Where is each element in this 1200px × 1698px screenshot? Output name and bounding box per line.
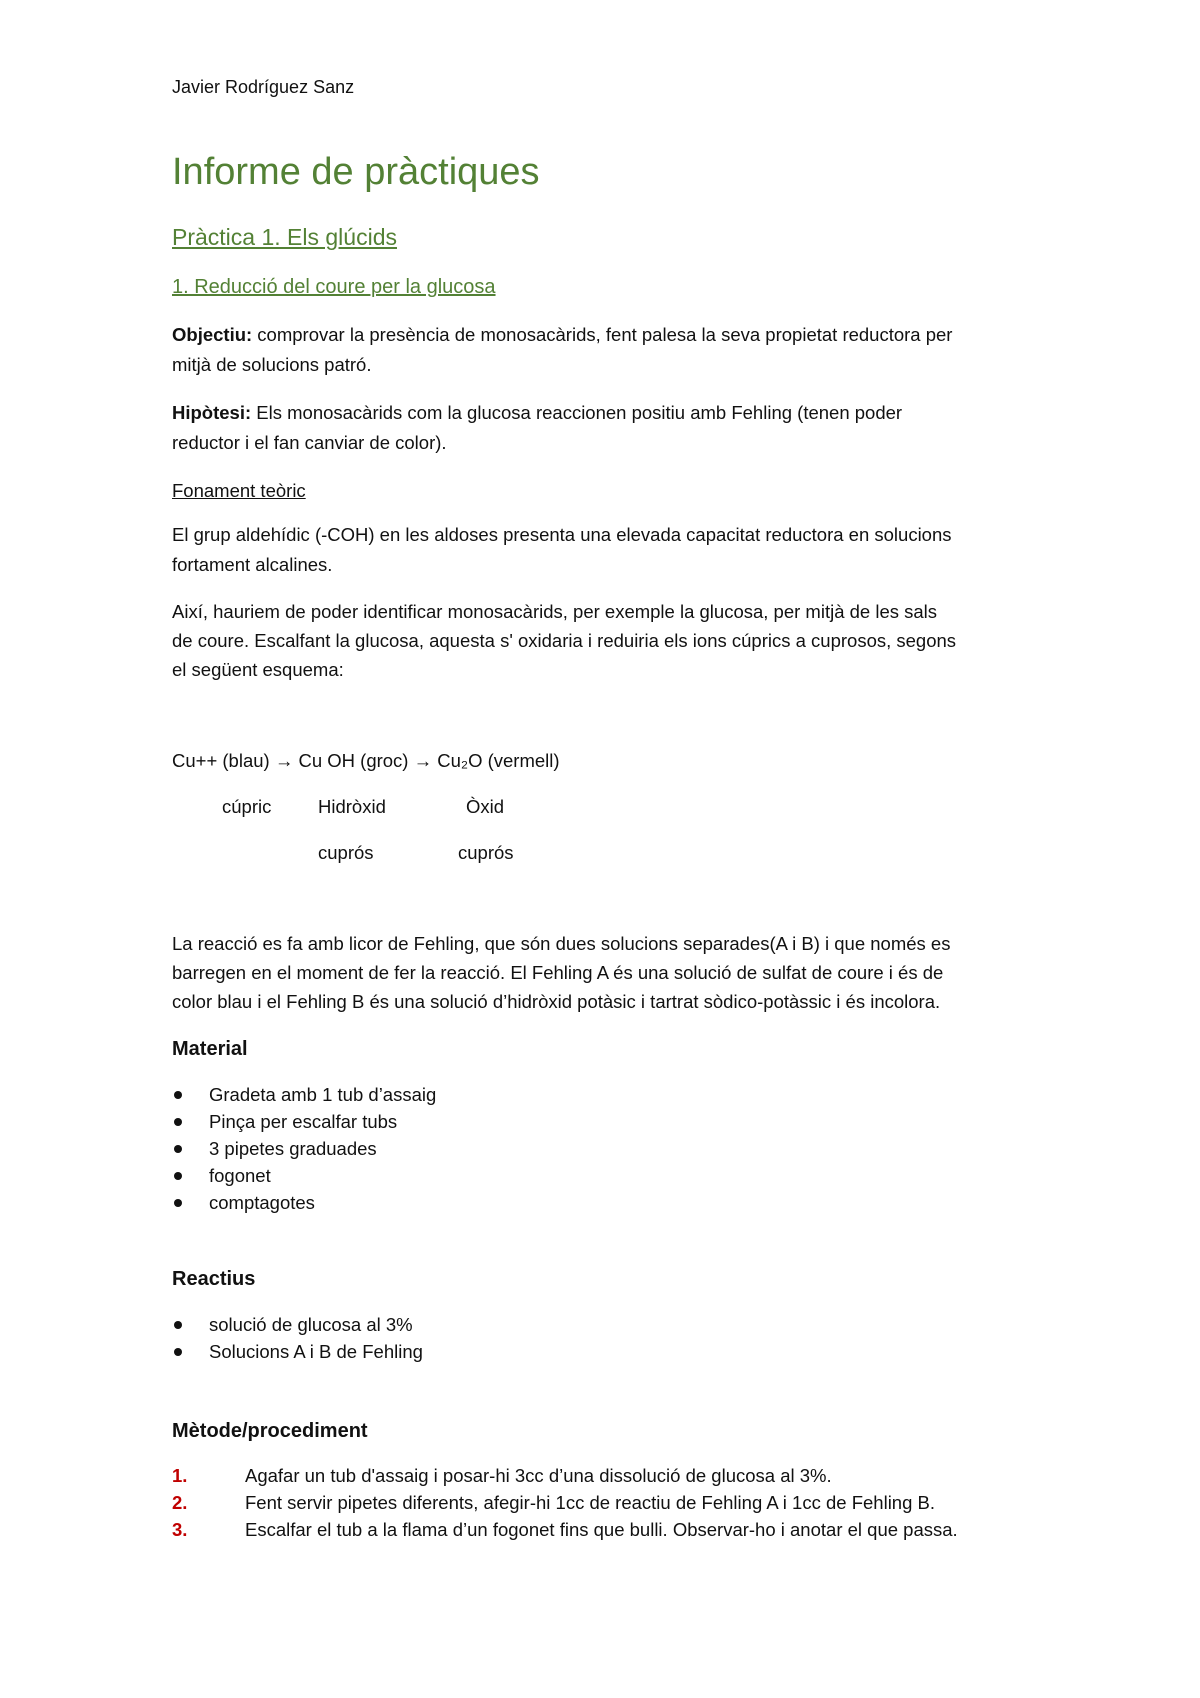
step-text: Agafar un tub d'assaig i posar-hi 3cc d’una dissolució de glucosa al 3%. xyxy=(245,1465,832,1486)
objective-label: Objectiu: xyxy=(172,324,253,345)
bullet-icon xyxy=(174,1321,182,1329)
scheme-label-cuprous-2: cuprós xyxy=(458,842,514,863)
theory-p2-line-1: Així, hauriem de poder identificar monosacàrids, per exemple la glucosa, per mitjà de les sals xyxy=(172,601,938,622)
material-item: Pinça per escalfar tubs xyxy=(209,1111,398,1132)
step-number: 3. xyxy=(172,1519,188,1540)
reaction-equation: Cu++ (blau) → Cu OH (groc) → Cu₂O (vermell) xyxy=(172,750,560,771)
author-name: Javier Rodríguez Sanz xyxy=(172,77,355,97)
bullet-icon xyxy=(174,1145,182,1153)
bullet-icon xyxy=(174,1348,182,1356)
objective-line-2: mitjà de solucions patró. xyxy=(172,354,372,375)
reagent-item: Solucions A i B de Fehling xyxy=(209,1341,423,1362)
theory-p2-line-3: el següent esquema: xyxy=(172,659,344,680)
bullet-icon xyxy=(174,1199,182,1207)
scheme-label-cupric: cúpric xyxy=(222,796,272,817)
bullet-icon xyxy=(174,1118,182,1126)
bullet-icon xyxy=(174,1091,182,1099)
scheme-label-oxide: Òxid xyxy=(466,796,505,817)
theory-p2-line-2: de coure. Escalfant la glucosa, aquesta s' oxidaria i reduiria els ions cúprics a cuprosos, segons xyxy=(172,630,957,651)
reagents-heading: Reactius xyxy=(172,1268,256,1290)
material-item: Gradeta amb 1 tub d’assaig xyxy=(209,1084,437,1105)
material-item: fogonet xyxy=(209,1165,271,1186)
section-title: 1. Reducció del coure per la glucosa xyxy=(172,276,496,298)
hypothesis-label: Hipòtesi: xyxy=(172,402,252,423)
reagent-item: solució de glucosa al 3% xyxy=(209,1314,413,1335)
hypothesis-text: Els monosacàrids com la glucosa reaccionen positiu amb Fehling (tenen poder xyxy=(251,402,903,423)
document-title: Informe de pràctiques xyxy=(172,151,540,193)
fehling-line-1: La reacció es fa amb licor de Fehling, que són dues solucions separades(A i B) i que només es xyxy=(172,933,951,954)
step-number: 1. xyxy=(172,1465,188,1486)
objective-text: comprovar la presència de monosacàrids, fent palesa la seva propietat reductora per xyxy=(252,324,953,345)
material-heading: Material xyxy=(172,1038,248,1060)
theory-heading: Fonament teòric xyxy=(172,480,306,501)
step-text: Escalfar el tub a la flama d’un fogonet fins que bulli. Observar-ho i anotar el que passa. xyxy=(245,1519,958,1540)
material-item: 3 pipetes graduades xyxy=(209,1138,377,1159)
material-item: comptagotes xyxy=(209,1192,315,1213)
fehling-line-3: color blau i el Fehling B és una solució d’hidròxid potàsic i tartrat sòdico-potàssic i és incolora. xyxy=(172,991,941,1012)
hypothesis-line-1 xyxy=(172,400,902,426)
step-number: 2. xyxy=(172,1492,188,1513)
theory-p1-line-1: El grup aldehídic (-COH) en les aldoses presenta una elevada capacitat reductora en solucions xyxy=(172,524,952,545)
theory-p1-line-2: fortament alcalines. xyxy=(172,554,333,575)
fehling-line-2: barregen en el moment de fer la reacció. El Fehling A és una solució de sulfat de coure i és de xyxy=(172,962,944,983)
practice-title: Pràctica 1. Els glúcids xyxy=(172,224,397,250)
bullet-icon xyxy=(174,1172,182,1180)
objective-line-1 xyxy=(172,322,952,348)
hypothesis-line-2: reductor i el fan canviar de color). xyxy=(172,432,447,453)
scheme-label-cuprous-1: cuprós xyxy=(318,842,374,863)
step-text: Fent servir pipetes diferents, afegir-hi 1cc de reactiu de Fehling A i 1cc de Fehling B. xyxy=(245,1492,936,1513)
scheme-label-hydroxide: Hidròxid xyxy=(318,796,386,817)
method-heading: Mètode/procediment xyxy=(172,1420,368,1442)
